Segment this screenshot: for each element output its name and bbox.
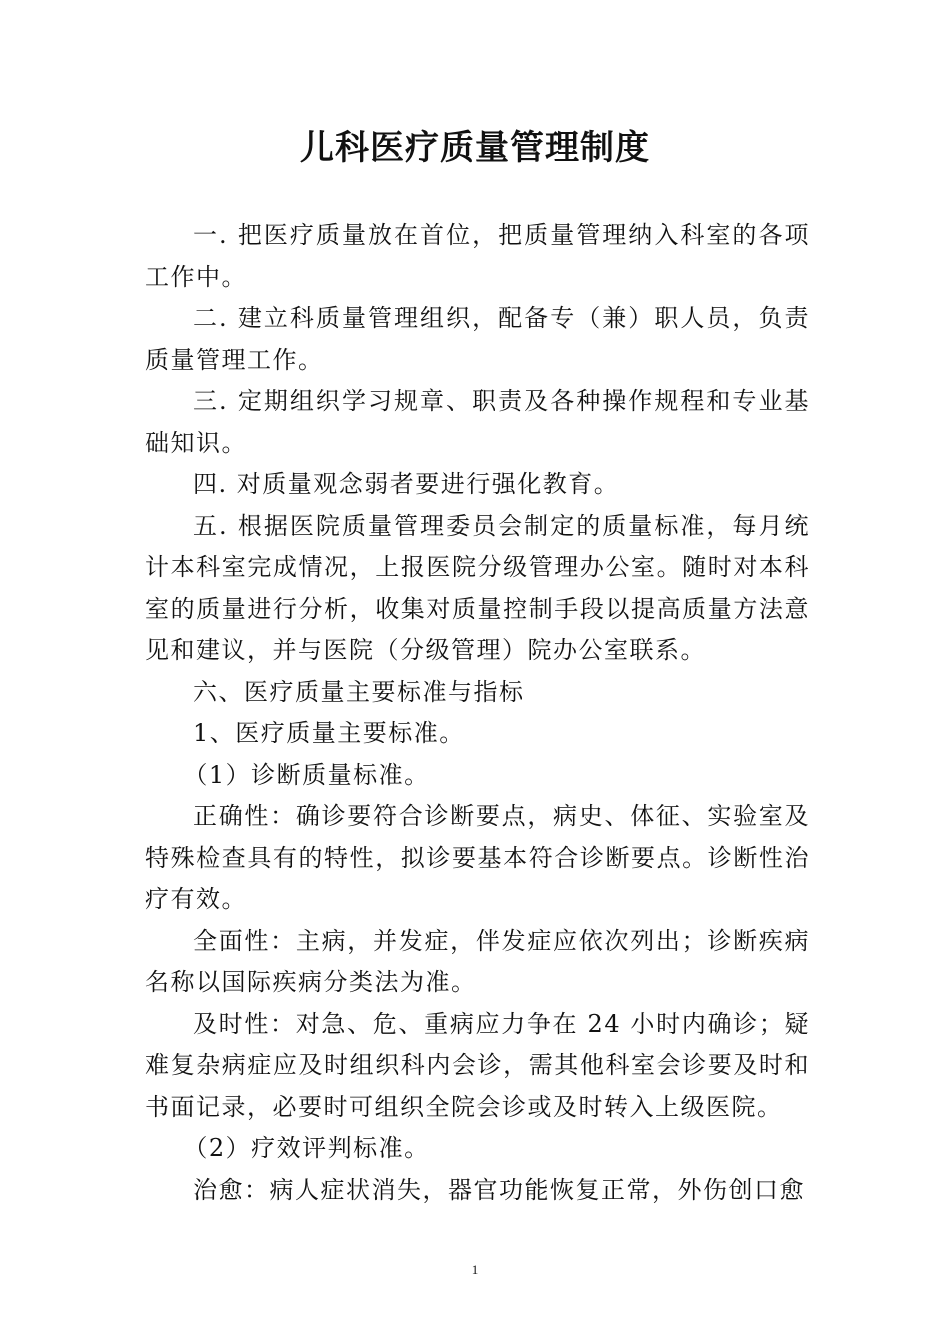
subsection-heading-diagnosis: （1）诊断质量标准。 [183, 760, 430, 789]
paragraph-correctness: 正确性：确诊要符合诊断要点，病史、体征、实验室及特殊检查具有的特性，拟诊要基本符合诊断要点。诊断性治疗有效。 [145, 802, 810, 913]
subsection-heading-efficacy: （2）疗效评判标准。 [183, 1134, 430, 1162]
subsection-heading-1: 1、医疗质量主要标准。 [193, 719, 465, 747]
paragraph-item-3: 三. 定期组织学习规章、职责及各种操作规程和专业基础知识。 [145, 387, 810, 457]
document-body [145, 215, 810, 1211]
paragraph-item-1: 一. 把医疗质量放在首位，把质量管理纳入科室的各项工作中。 [145, 221, 810, 291]
paragraph-timeliness: 及时性：对急、危、重病应力争在 24 小时内确诊；疑难复杂病症应及时组织科内会诊，需其他科室会诊要及时和书面记录，必要时可组织全院会诊或及时转入上级医院。 [145, 1009, 810, 1121]
section-heading-6: 六、医疗质量主要标准与指标 [193, 677, 525, 706]
paragraph-item-2: 二. 建立科质量管理组织，配备专（兼）职人员，负责质量管理工作。 [145, 304, 810, 374]
paragraph-comprehensiveness: 全面性：主病，并发症，伴发症应依次列出；诊断疾病名称以国际疾病分类法为准。 [145, 926, 810, 996]
page-number: 1 [471, 1262, 479, 1277]
paragraph-cure: 治愈：病人症状消失，器官功能恢复正常，外伤创口愈 [193, 1175, 805, 1204]
paragraph-item-5: 五. 根据医院质量管理委员会制定的质量标准，每月统计本科室完成情况，上报医院分级管理办公室。随时对本科室的质量进行分析，收集对质量控制手段以提高质量方法意见和建议，并与医院（分级管理）院办公室联系。 [145, 511, 810, 664]
paragraph-item-4: 四. 对质量观念弱者要进行强化教育。 [193, 470, 620, 498]
document-title: 儿科医疗质量管理制度 [300, 128, 650, 168]
